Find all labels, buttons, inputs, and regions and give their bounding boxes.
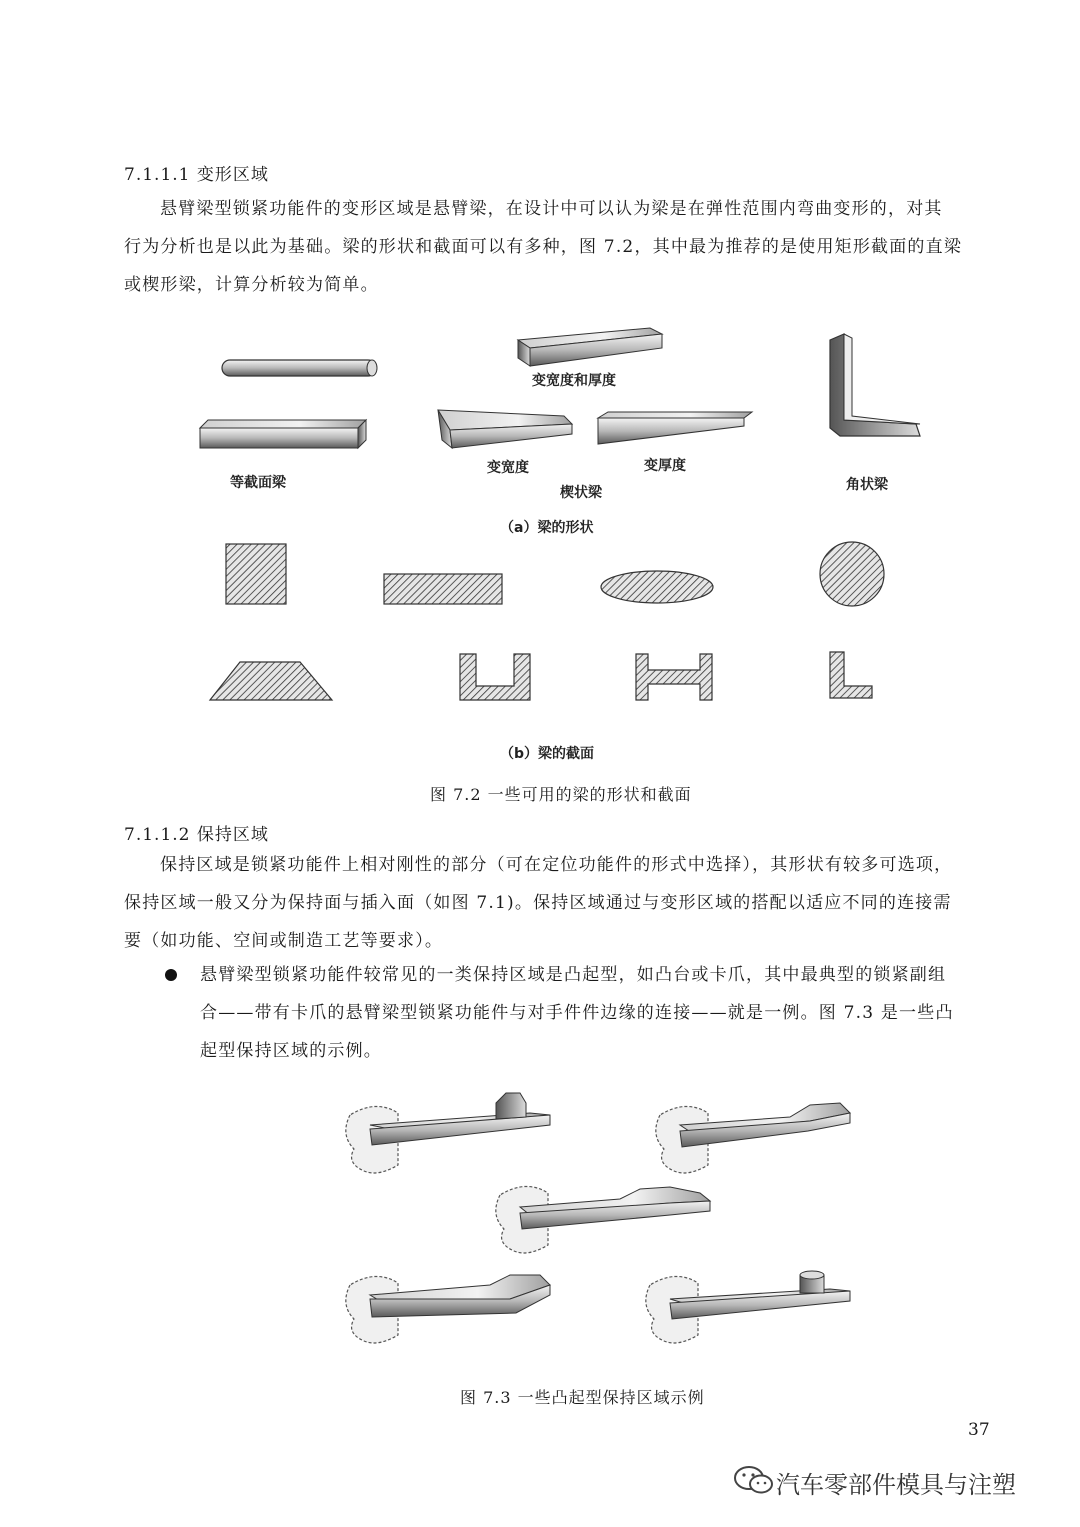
variable-thickness-beam [598, 412, 752, 444]
paragraph-line: 要（如功能、空间或制造工艺等要求）。 [124, 931, 444, 951]
bullet-dot [165, 969, 177, 981]
circle-section [820, 542, 884, 606]
figure-7-2-caption: 图 7.2 一些可用的梁的形状和截面 [430, 785, 692, 804]
paragraph-line: 悬臂梁型锁紧功能件较常见的一类保持区域是凸起型，如凸台或卡爪，其中最典型的锁紧副组 [200, 965, 947, 985]
variable-width-thickness-beam [518, 328, 662, 366]
example-tab-top [656, 1103, 850, 1173]
label-wedge-beam: 楔状梁 [560, 485, 602, 501]
paragraph-line: 保持区域一般又分为保持面与插入面（如图 7.1)。保持区域通过与变形区域的搭配以适应不同的连接需 [124, 893, 952, 913]
section-heading-retention: 7.1.1.2 保持区域 [124, 825, 269, 845]
example-ramp-middle [496, 1186, 710, 1253]
protrusion-retention-figure [330, 1085, 870, 1355]
label-constant-section: 等截面梁 [230, 475, 286, 491]
subcaption-b: （b）梁的截面 [500, 746, 595, 762]
subcaption-a: （a）梁的形状 [500, 520, 594, 536]
section-paragraph-deformation [124, 190, 1004, 304]
label-variable-width: 变宽度 [487, 460, 529, 476]
u-channel-section [460, 654, 530, 700]
section-paragraph-retention [124, 846, 1004, 960]
paragraph-line: 或楔形梁，计算分析较为简单。 [124, 275, 379, 295]
paragraph-line: 行为分析也是以此为基础。梁的形状和截面可以有多种，图 7.2，其中最为推荐的是使用矩形截面的直梁 [124, 237, 963, 257]
rectangle-section [384, 574, 502, 604]
ellipse-section [601, 571, 713, 603]
angle-beam [830, 334, 920, 436]
round-beam [222, 360, 377, 376]
paragraph-line: 合——带有卡爪的悬臂梁型锁紧功能件与对手件件边缘的连接——就是一例。图 7.3 是一些凸 [200, 1003, 954, 1023]
paragraph-line: 保持区域是锁紧功能件上相对刚性的部分（可在定位功能件的形式中选择），其形状有较多可选项， [160, 855, 953, 875]
section-heading-deformation: 7.1.1.1 变形区域 [124, 165, 269, 185]
label-angle-beam: 角状梁 [846, 477, 888, 493]
example-boss-top [346, 1093, 550, 1173]
wechat-icon [732, 1465, 776, 1495]
figure-7-3-caption: 图 7.3 一些凸起型保持区域示例 [460, 1388, 705, 1407]
beam-sections-figure [180, 530, 940, 740]
example-post-bottom [646, 1271, 850, 1343]
page-number: 37 [968, 1420, 990, 1440]
square-section [226, 544, 286, 604]
label-variable-width-thickness: 变宽度和厚度 [532, 373, 616, 389]
example-hook-bottom [346, 1275, 550, 1343]
l-angle-section [830, 652, 872, 698]
trapezoid-section [210, 662, 332, 700]
paragraph-line: 起型保持区域的示例。 [200, 1041, 382, 1061]
bullet-paragraph [200, 956, 1000, 1070]
constant-section-beam [200, 420, 366, 448]
i-beam-section [636, 654, 712, 700]
paragraph-line: 悬臂梁型锁紧功能件的变形区域是悬臂梁，在设计中可以认为梁是在弹性范围内弯曲变形的，对其 [160, 199, 943, 219]
label-variable-thickness: 变厚度 [644, 458, 686, 474]
beam-shapes-figure [180, 320, 940, 550]
watermark-text: 汽车零部件模具与注塑 [776, 1471, 1016, 1499]
variable-width-beam [438, 410, 572, 448]
